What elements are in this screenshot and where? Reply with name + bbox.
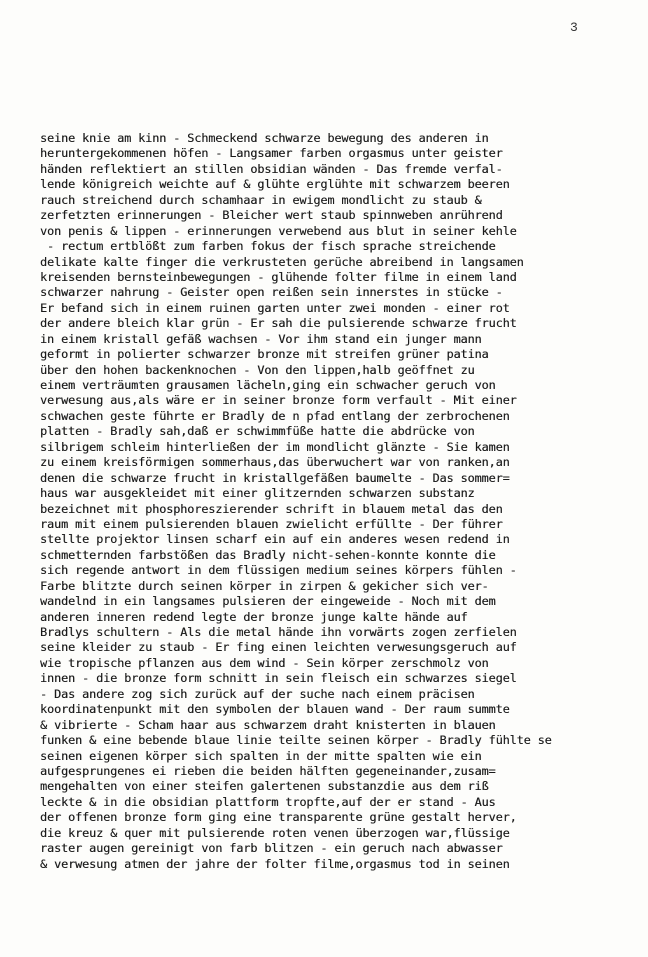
text-line: zerfetzten erinnerungen - Bleicher wert staub spinnweben anrührend: [40, 208, 503, 223]
text-line: raum mit einem pulsierenden blauen zwielicht erfüllte - Der führer: [40, 516, 503, 531]
text-line: schwachen geste führte er Bradly de n pfad entlang der zerbrochenen: [40, 408, 510, 423]
text-line: schwarzer nahrung - Geister open reißen sein innerstes in stücke -: [40, 285, 503, 300]
page-number: 3: [570, 20, 578, 35]
text-line: verwesung aus,als wäre er in seiner bronze form verfault - Mit einer: [40, 393, 517, 408]
text-line: delikate kalte finger die verkrusteten gerüche abreibend in langsamen: [40, 254, 524, 269]
text-line: aufgesprungenes ei rieben die beiden hälften gegeneinander,zusam=: [40, 763, 496, 778]
text-line: händen reflektiert an stillen obsidian wänden - Das fremde verfal-: [40, 161, 503, 176]
text-line: funken & eine bebende blaue linie teilte seinen körper - Bradly fühlte se: [40, 733, 552, 748]
text-line: die kreuz & quer mit pulsierende roten venen überzogen war,flüssige: [40, 825, 510, 840]
text-line: der andere bleich klar grün - Er sah die pulsierende schwarze frucht: [40, 316, 517, 331]
text-line: stellte projektor linsen scharf ein auf ein anderes wesen redend in: [40, 532, 510, 547]
typescript-body: [40, 131, 648, 872]
text-line: haus war ausgekleidet mit einer glitzernden schwarzen substanz: [40, 486, 475, 501]
text-line: seine knie am kinn - Schmeckend schwarze bewegung des anderen in: [40, 131, 489, 145]
text-line: silbrigem schleim hinterließen der im mondlicht glänzte - Sie kamen: [40, 439, 510, 454]
text-line: lende königreich weichte auf & glühte erglühte mit schwarzem beeren: [40, 177, 510, 192]
text-line: rauch streichend durch schamhaar in ewigem mondlicht zu staub &: [40, 192, 482, 207]
text-line: einem verträumten grausamen lächeln,ging ein schwacher geruch von: [40, 378, 496, 392]
text-line: raster augen gereinigt von farb blitzen - ein geruch nach abwasser: [40, 841, 503, 856]
text-line: Er befand sich in einem ruinen garten unter zwei monden - einer rot: [40, 300, 510, 315]
text-line: denen die schwarze frucht in kristallgefäßen baumelte - Das sommer=: [40, 470, 510, 485]
text-line: Bradlys schultern - Als die metal hände ihn vorwärts zogen zerfielen: [40, 625, 517, 639]
text-line: kreisenden bernsteinbewegungen - glühende folter filme in einem land: [40, 269, 517, 284]
text-line: schmetternden farbstößen das Bradly nicht-sehen-konnte konnte die: [40, 547, 496, 562]
text-line: seine kleider zu staub - Er fing einen leichten verwesungsgeruch auf: [40, 640, 517, 655]
text-line: leckte & in die obsidian plattform tropfte,auf der er stand - Aus: [40, 794, 496, 809]
text-line: platten - Bradly sah,daß er schwimmfüße hatte die abdrücke von: [40, 424, 475, 439]
text-line: seinen eigenen körper sich spalten in der mitte spalten wie ein: [40, 748, 482, 763]
text-line: von penis & lippen - erinnerungen verwebend aus blut in seiner kehle: [40, 223, 517, 238]
text-line: anderen inneren redend legte der bronze junge kalte hände auf: [40, 609, 468, 624]
text-line: der offenen bronze form ging eine transparente grüne gestalt herver,: [40, 810, 517, 825]
text-line: zu einem kreisförmigen sommerhaus,das überwuchert war von ranken,an: [40, 455, 510, 470]
text-line: wandelnd in ein langsames pulsieren der eingeweide - Noch mit dem: [40, 594, 496, 609]
text-line: & vibrierte - Scham haar aus schwarzem draht knisterten in blauen: [40, 717, 496, 732]
text-line: heruntergekommenen höfen - Langsamer farben orgasmus unter geister: [40, 146, 503, 161]
text-line: - rectum ertblößt zum farben fokus der fisch sprache streichende: [40, 239, 496, 254]
text-line: in einem kristall gefäß wachsen - Vor ihm stand ein junger mann: [40, 331, 482, 346]
text-line: koordinatenpunkt mit den symbolen der blauen wand - Der raum summte: [40, 702, 510, 717]
text-line: geformt in polierter schwarzer bronze mit streifen grüner patina: [40, 347, 489, 362]
text-line: mengehalten von einer steifen galertenen substanzdie aus dem riß: [40, 779, 489, 794]
text-line: wie tropische pflanzen aus dem wind - Sein körper zerschmolz von: [40, 655, 489, 670]
text-line: über den hohen backenknochen - Von den lippen,halb geöffnet zu: [40, 362, 475, 377]
text-line: sich regende antwort in dem flüssigen medium seines körpers fühlen -: [40, 563, 517, 578]
text-line: innen - die bronze form schnitt in sein fleisch ein schwarzes siegel: [40, 671, 517, 686]
text-line: bezeichnet mit phosphoreszierender schrift in blauem metal das den: [40, 501, 503, 516]
text-line: Farbe blitzte durch seinen körper in zirpen & gekicher sich ver-: [40, 578, 489, 593]
text-line: & verwesung atmen der jahre der folter filme,orgasmus tod in seinen: [40, 856, 510, 871]
text-line: - Das andere zog sich zurück auf der suche nach einem präcisen: [40, 686, 475, 701]
